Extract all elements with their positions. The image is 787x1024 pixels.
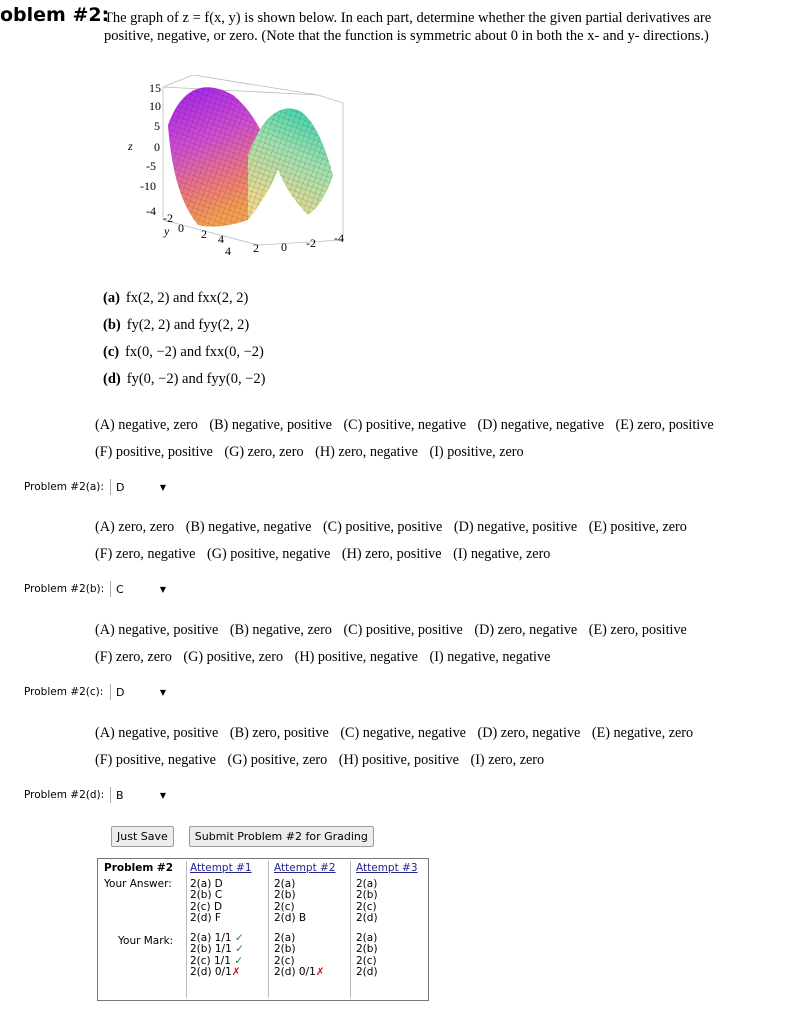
attempt-answer: 2(a) D — [190, 877, 223, 890]
attempt-mark: 2(c) — [356, 954, 377, 967]
choice-set-c — [95, 622, 695, 676]
choice-option: (G) positive, negative — [207, 546, 331, 562]
attempt-3-link[interactable]: Attempt #3 — [356, 862, 418, 874]
attempt-answer: 2(d) F — [190, 912, 221, 924]
attempt-2-col — [274, 863, 336, 979]
choice-option: (C) negative, negative — [340, 725, 466, 741]
attempt-answer: 2(b) C — [190, 889, 223, 901]
answer-value-a: D — [116, 480, 125, 494]
y-axis-label: y — [164, 224, 170, 238]
choice-option: (F) zero, zero — [95, 649, 172, 665]
answer-select-a[interactable] — [110, 479, 168, 495]
attempt-answer: 2(b) — [274, 889, 296, 901]
choice-option: (I) negative, negative — [429, 649, 551, 665]
part-c: (c) fx(0, −2) and fxx(0, −2) — [103, 344, 264, 360]
attempt-mark: 2(a) — [356, 931, 378, 944]
attempt-mark: 2(d) 0/1 — [274, 966, 316, 978]
choice-option: (B) negative, negative — [185, 519, 312, 535]
attempt-mark: 2(d) — [356, 966, 378, 978]
choice-option: (A) negative, positive — [95, 622, 219, 638]
answer-label-c: Problem #2(c): — [24, 686, 104, 698]
x-tick-0: 0 — [281, 240, 287, 254]
attempt-answer: 2(a) — [356, 877, 378, 890]
choice-set-a — [95, 417, 722, 471]
answer-row-b — [24, 581, 168, 597]
answer-label-a: Problem #2(a): — [24, 481, 104, 493]
submit-button[interactable]: Submit Problem #2 for Grading — [189, 826, 374, 847]
check-icon: ✓ — [235, 943, 244, 955]
attempt-mark: 2(a) 1/1 — [190, 931, 232, 944]
your-answer-label: Your Answer: — [104, 877, 172, 890]
x-tick-minus4: -4 — [334, 231, 344, 245]
choice-option: (H) positive, negative — [294, 649, 418, 665]
choice-set-b — [95, 519, 695, 573]
attempt-mark: 2(c) 1/1 — [190, 954, 231, 967]
answer-value-d: B — [116, 788, 124, 802]
part-a: (a) fx(2, 2) and fxx(2, 2) — [103, 290, 249, 306]
attempt-mark: 2(a) — [274, 931, 296, 944]
choice-option: (E) zero, positive — [588, 622, 687, 638]
choice-option: (G) positive, zero — [183, 649, 284, 665]
choice-option: (C) positive, positive — [322, 519, 443, 535]
x-tick-4: 4 — [225, 244, 231, 258]
choice-option: (F) positive, positive — [95, 444, 213, 460]
z-tick-minus5: -5 — [146, 159, 156, 173]
answer-row-d — [24, 787, 168, 803]
answer-select-b[interactable] — [110, 581, 168, 597]
just-save-button[interactable]: Just Save — [111, 826, 174, 847]
choice-set-d — [95, 725, 701, 779]
choice-option: (I) zero, zero — [470, 752, 545, 768]
choice-option: (B) negative, zero — [229, 622, 332, 638]
attempt-2-link[interactable]: Attempt #2 — [274, 862, 336, 874]
problem-statement — [104, 9, 784, 45]
choice-option: (C) positive, positive — [343, 622, 463, 638]
choice-option: (D) zero, negative — [474, 622, 578, 638]
check-icon: ✓ — [234, 954, 244, 967]
your-mark-label: Your Mark: — [118, 935, 174, 947]
choice-option: (B) negative, positive — [209, 417, 332, 433]
attempt-answer: 2(d) B — [274, 912, 307, 924]
attempt-mark: 2(b) 1/1 — [190, 943, 232, 955]
choice-option: (E) positive, zero — [588, 519, 687, 535]
choice-option: (B) zero, positive — [229, 725, 329, 741]
choice-option: (F) positive, negative — [95, 752, 216, 768]
choice-option: (A) zero, zero — [95, 519, 175, 535]
attempt-answer: 2(d) — [356, 912, 378, 924]
choice-option: (G) zero, zero — [224, 444, 304, 460]
attempt-3-col — [356, 863, 418, 979]
chevron-down-icon: ▼ — [159, 584, 166, 594]
statement-line-2: positive, negative, or zero. (Note that the function is symmetric about 0 in both the x- and y- directions.) — [104, 28, 709, 44]
z-axis-label: z — [128, 139, 133, 153]
choice-option: (G) positive, zero — [227, 752, 328, 768]
y-tick-2: 2 — [201, 227, 207, 241]
attempt-1-col — [190, 863, 252, 979]
choice-option: (H) positive, positive — [338, 752, 459, 768]
problem-label: oblem #2: — [0, 4, 110, 26]
attempt-1-link[interactable]: Attempt #1 — [190, 862, 252, 874]
y-tick-0: 0 — [178, 221, 184, 235]
answer-value-c: D — [116, 685, 125, 699]
attempt-mark: 2(b) — [274, 943, 296, 955]
answer-label-b: Problem #2(b): — [24, 583, 105, 595]
part-b: (b) fy(2, 2) and fyy(2, 2) — [103, 317, 250, 333]
attempt-answer: 2(c) — [356, 900, 377, 913]
attempt-answer: 2(c) D — [190, 900, 223, 913]
y-tick-minus4: -4 — [146, 204, 156, 218]
cross-icon: ✗ — [315, 966, 325, 978]
attempt-answer: 2(c) — [274, 900, 295, 913]
x-tick-2: 2 — [253, 241, 259, 255]
choice-option: (D) zero, negative — [477, 725, 581, 741]
choice-option: (A) negative, zero — [95, 417, 198, 433]
choice-option: (H) zero, positive — [341, 546, 442, 562]
choice-option: (I) positive, zero — [429, 444, 524, 460]
cross-icon: ✗ — [231, 966, 241, 978]
choice-option: (F) zero, negative — [95, 546, 196, 562]
y-tick-4: 4 — [218, 232, 224, 246]
choice-option: (D) negative, positive — [453, 519, 578, 535]
z-tick-minus10: -10 — [140, 179, 156, 193]
statement-line-1: The graph of z = f(x, y) is shown below. In each part, determine whether the given partial derivatives are — [104, 10, 712, 26]
choice-option: (A) negative, positive — [95, 725, 219, 741]
answer-value-b: C — [116, 582, 124, 596]
surface-graph — [108, 75, 358, 260]
answer-select-c[interactable] — [110, 684, 168, 700]
choice-option: (E) negative, zero — [591, 725, 694, 741]
answer-row-a — [24, 479, 168, 495]
z-tick-15: 15 — [149, 81, 161, 95]
attempt-answer: 2(a) — [274, 877, 296, 890]
answer-row-c — [24, 684, 168, 700]
answer-select-d[interactable] — [110, 787, 168, 803]
parts-list — [103, 290, 266, 398]
action-buttons — [111, 826, 374, 847]
part-d: (d) fy(0, −2) and fyy(0, −2) — [103, 371, 266, 387]
attempt-mark: 2(d) 0/1 — [190, 966, 232, 978]
z-tick-5: 5 — [154, 119, 160, 133]
z-tick-0: 0 — [154, 140, 160, 154]
chevron-down-icon: ▼ — [159, 482, 166, 492]
choice-option: (C) positive, negative — [343, 417, 466, 433]
z-tick-10: 10 — [149, 99, 161, 113]
results-title: Problem #2 — [104, 862, 174, 874]
check-icon: ✓ — [234, 931, 244, 944]
attempt-mark: 2(c) — [274, 954, 295, 967]
chevron-down-icon: ▼ — [159, 790, 166, 800]
choice-option: (I) negative, zero — [453, 546, 551, 562]
choice-option: (E) zero, positive — [615, 417, 714, 433]
choice-option: (H) zero, negative — [315, 444, 418, 460]
choice-option: (D) negative, negative — [477, 417, 604, 433]
answer-label-d: Problem #2(d): — [24, 789, 105, 801]
attempt-mark: 2(b) — [356, 943, 378, 955]
attempt-answer: 2(b) — [356, 889, 378, 901]
x-tick-minus2: -2 — [306, 236, 316, 250]
chevron-down-icon: ▼ — [159, 687, 166, 697]
results-labels-col — [104, 863, 173, 948]
results-table — [97, 858, 429, 1001]
y-tick-minus2: -2 — [163, 211, 173, 225]
